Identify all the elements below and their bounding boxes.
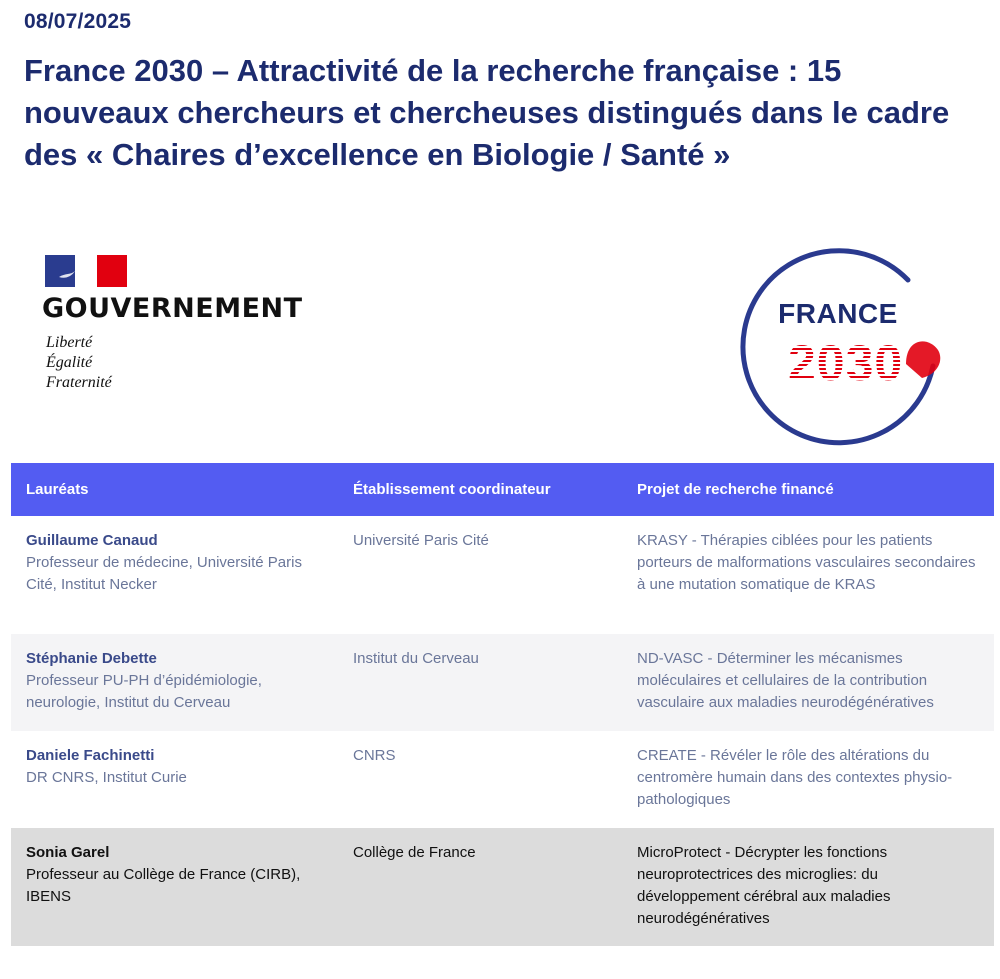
- motto-egalite: Égalité: [46, 354, 93, 371]
- laureate-role: Professeur au Collège de France (CIRB), IBENS: [26, 866, 301, 905]
- header-laureats: Lauréats: [26, 481, 89, 498]
- table-header: [11, 463, 994, 516]
- table-row: [11, 731, 994, 828]
- laureate-cell: [26, 530, 336, 596]
- laureate-role: DR CNRS, Institut Curie: [26, 769, 187, 786]
- header-etablissement: Établissement coordinateur: [353, 481, 551, 498]
- project-cell: ND-VASC - Déterminer les mécanismes moléculaires et cellulaires de la contribution vasculaire aux maladies neurodégénératives: [637, 650, 934, 711]
- gouvernement-logo: [42, 255, 332, 400]
- gouvernement-wordmark: GOUVERNEMENT: [42, 293, 303, 324]
- article-date: 08/07/2025: [24, 10, 132, 33]
- article-title: France 2030 – Attractivité de la recherche française : 15 nouveaux chercheurs et chercheuses distingués dans le cadre des « Chaires d’excellence en Biologie / Santé »: [24, 53, 950, 172]
- laureate-cell: [26, 842, 336, 908]
- laureate-role: Professeur PU-PH d’épidémiologie, neurologie, Institut du Cerveau: [26, 672, 262, 711]
- institution-cell: CNRS: [353, 747, 396, 764]
- gouvernement-motto: [46, 333, 112, 393]
- france-2030-word: FRANCE: [778, 298, 898, 329]
- institution-cell: Université Paris Cité: [353, 532, 489, 549]
- institution-cell: Institut du Cerveau: [353, 650, 479, 667]
- laureate-cell: [26, 745, 336, 789]
- france-2030-logo: [738, 246, 953, 451]
- laureate-cell: [26, 648, 336, 714]
- motto-liberte: Liberté: [46, 334, 93, 351]
- laureate-name: Stéphanie Debette: [26, 650, 157, 667]
- motto-fraternite: Fraternité: [46, 374, 112, 391]
- france-2030-year: [784, 336, 944, 386]
- project-cell: CREATE - Révéler le rôle des altérations du centromère humain dans des contextes physio-pathologiques: [637, 747, 953, 808]
- laureates-table: [11, 463, 994, 946]
- institution-cell: Collège de France: [353, 844, 476, 861]
- project-cell: MicroProtect - Décrypter les fonctions neuroprotectrices des microglies: du développement cérébral aux maladies neurodégénératives: [637, 844, 891, 927]
- header-projet: Projet de recherche financé: [637, 481, 834, 498]
- marianne-flag-icon: [45, 255, 127, 287]
- table-row: [11, 516, 994, 634]
- table-row-highlighted: [11, 828, 994, 946]
- laureate-name: Guillaume Canaud: [26, 532, 158, 549]
- table-row: [11, 634, 994, 731]
- laureate-role: Professeur de médecine, Université Paris Cité, Institut Necker: [26, 554, 302, 593]
- project-cell: KRASY - Thérapies ciblées pour les patients porteurs de malformations vasculaires secondaires à une mutation somatique de KRAS: [637, 532, 976, 593]
- svg-text:2030: 2030: [788, 336, 904, 386]
- laureate-name: Daniele Fachinetti: [26, 747, 155, 764]
- laureate-name: Sonia Garel: [26, 844, 110, 861]
